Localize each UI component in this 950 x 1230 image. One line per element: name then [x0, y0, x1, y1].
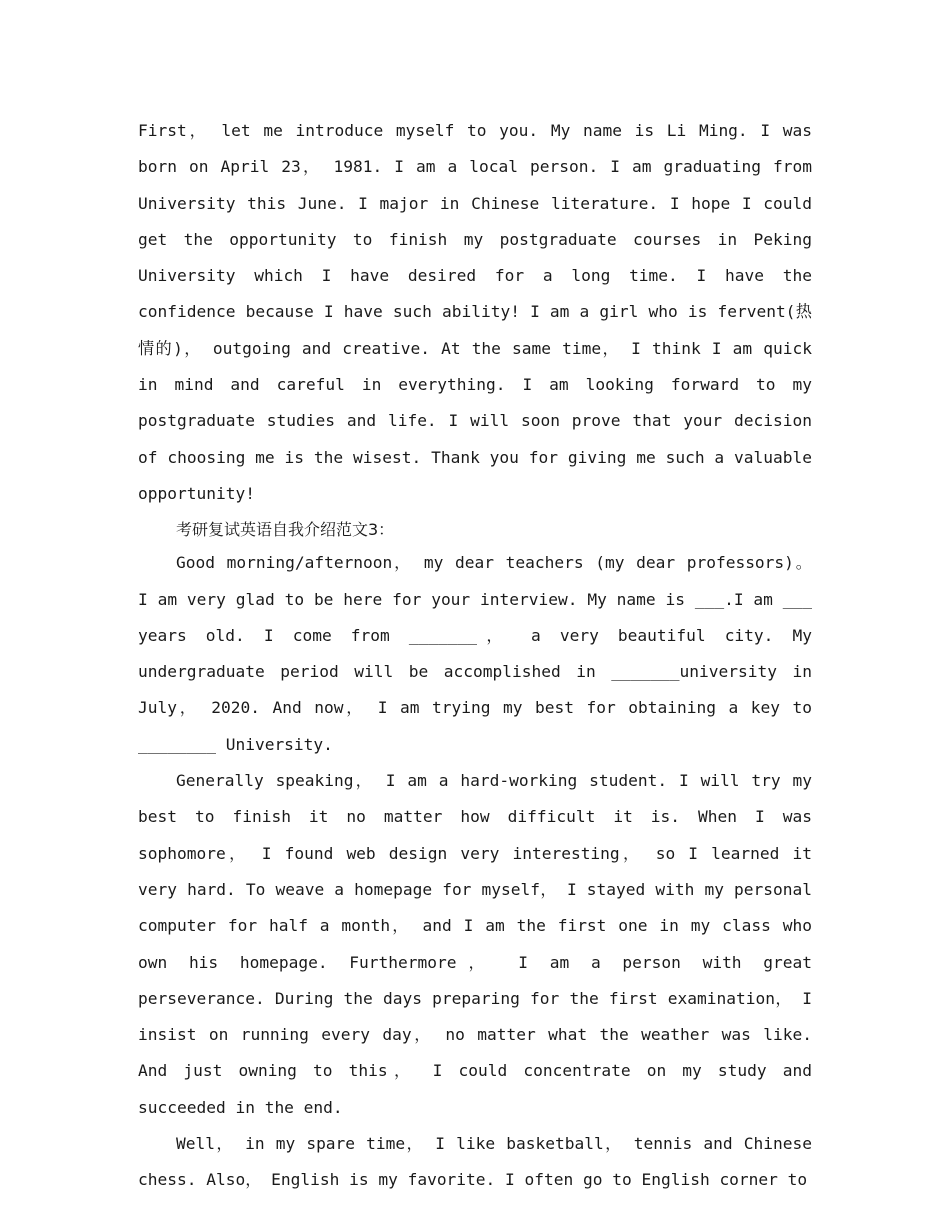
paragraph-greeting: Good morning/afternoon， my dear teachers (my dear professors)。 I am very glad to be here for your interview. My name is ___.I am ___ years old. I come from _______， a very beautiful city. My undergraduate period will be accomplished in _______university in July， 2020. And now， I am trying my best for obtaining a key to ________ University. — [138, 553, 812, 754]
paragraph-intro-continued: First， let me introduce myself to you. My name is Li Ming. I was born on April 23， 1981. I am a local person. I am graduating from University this June. I major in Chinese literature. I hope I could get the opportunity to finish my postgraduate courses in Peking University which I have desired for a long time. I have the confidence because I have such ability! I am a girl who is fervent(热情的)， outgoing and creative. At the same time， I think I am quick in mind and careful in everything. I am looking forward to my postgraduate studies and life. I will soon prove that your decision of choosing me is the wisest. Thank you for giving me such a valuable opportunity! — [138, 121, 812, 503]
section-heading-sample-3: 考研复试英语自我介绍范文3： — [176, 520, 395, 540]
document-page — [138, 113, 812, 1199]
paragraph-hobbies: Well， in my spare time， I like basketball， tennis and Chinese chess. Also， English is my favorite. I often go to English corner to — [138, 1134, 812, 1190]
paragraph-hardworking: Generally speaking， I am a hard-working student. I will try my best to finish it no matter how difficult it is. When I was sophomore， I found web design very interesting， so I learned it very hard. To weave a homepage for myself， I stayed with my personal computer for half a month， and I am the first one in my class who own his homepage. Furthermore， I am a person with great perseverance. During the days preparing for the first examination， I insist on running every day， no matter what the weather was like. And just owning to this， I could concentrate on my study and succeeded in the end. — [138, 771, 812, 1117]
